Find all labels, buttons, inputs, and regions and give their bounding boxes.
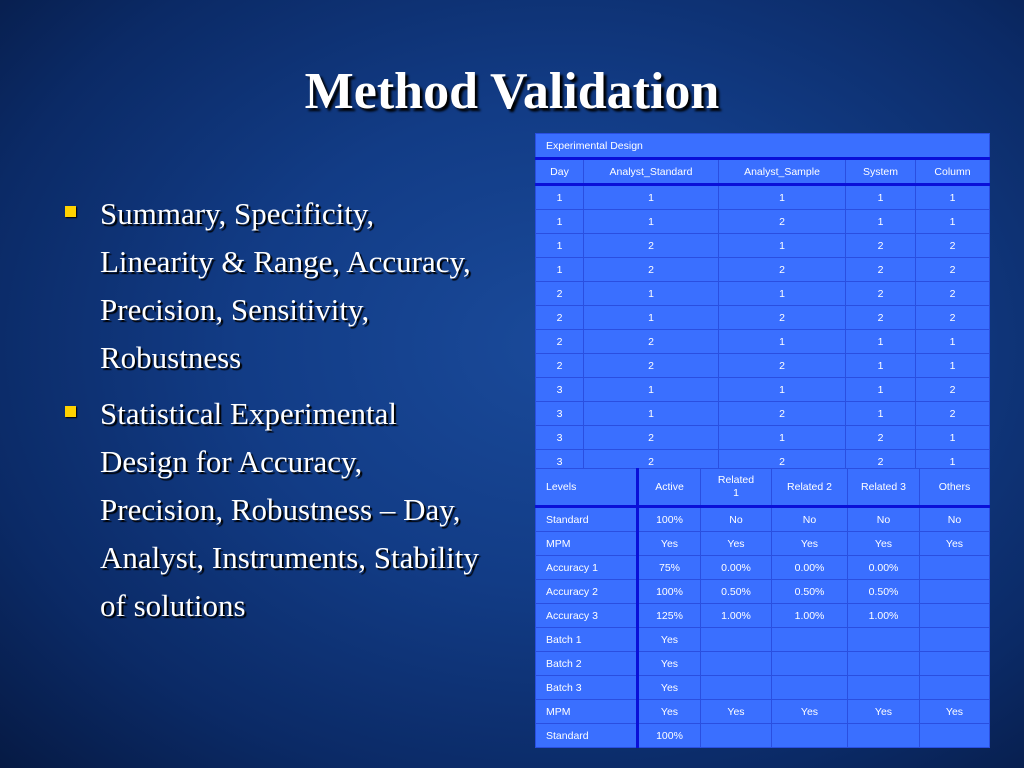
table-cell [701,724,772,748]
table-row [536,378,990,402]
table-cell: 0.00% [848,556,920,580]
table-cell: No [848,507,920,532]
square-bullet-icon [65,206,76,217]
table-cell: 2 [846,258,916,282]
table-row [536,604,990,628]
table-cell: 1.00% [701,604,772,628]
table-cell: 1 [719,185,846,210]
table-cell [920,580,990,604]
table-cell: 2 [916,402,990,426]
table-cell [772,724,848,748]
table-cell: Batch 3 [536,676,638,700]
bullet-item [62,390,492,630]
table-cell [920,652,990,676]
tables-panel [535,133,989,747]
table-cell: Yes [701,532,772,556]
table-row [536,700,990,724]
column-header: Related 2 [772,469,848,507]
table-cell: 2 [584,426,719,450]
table-row [536,628,990,652]
table-row [536,676,990,700]
table-cell: 2 [719,450,846,474]
slide-title: Method Validation [304,63,720,120]
table-cell: 2 [536,330,584,354]
table-cell: 1 [536,185,584,210]
table-row [536,282,990,306]
table-cell: 1 [846,378,916,402]
table-cell [920,556,990,580]
table-cell: 1 [719,282,846,306]
table-cell: 1 [584,402,719,426]
table-cell: 2 [584,330,719,354]
table-cell: 2 [916,306,990,330]
table-row [536,580,990,604]
table-cell [848,724,920,748]
table-row [536,354,990,378]
table-cell: 2 [846,282,916,306]
table-cell: 125% [638,604,701,628]
bullet-item [62,190,492,382]
table-cell: 1 [719,378,846,402]
table-cell: Yes [701,700,772,724]
table-cell: 3 [536,426,584,450]
table-cell: 2 [846,234,916,258]
table-cell: 1 [916,185,990,210]
table-cell: 1.00% [772,604,848,628]
table-cell: 1 [536,258,584,282]
table-cell: 2 [719,210,846,234]
table-caption: Experimental Design [536,134,990,159]
table-cell: 1 [584,378,719,402]
table-cell: 1 [916,450,990,474]
table-cell: 75% [638,556,701,580]
table-cell: Yes [848,532,920,556]
table-cell [920,724,990,748]
table-cell: Yes [638,652,701,676]
table-cell [920,676,990,700]
table-cell: 1 [536,234,584,258]
column-header: Others [920,469,990,507]
bullet-text: Summary, Specificity, Linearity & Range, Accuracy, Precision, Sensitivity, Robustness [100,196,471,375]
table-cell: Yes [920,532,990,556]
column-header: System [846,159,916,185]
table-cell: Yes [638,628,701,652]
table-cell: 2 [719,258,846,282]
table-cell: 100% [638,507,701,532]
table-cell: 0.00% [701,556,772,580]
table-cell: Accuracy 3 [536,604,638,628]
bullet-list [62,190,492,638]
table-row [536,234,990,258]
table-cell: 1 [846,210,916,234]
table-cell: 100% [638,580,701,604]
table-cell: 0.50% [772,580,848,604]
table-row [536,210,990,234]
table-cell: 1 [584,210,719,234]
table-cell: 2 [584,450,719,474]
table-cell [701,652,772,676]
table-cell [848,652,920,676]
table-cell: 1 [846,402,916,426]
column-header: Related 3 [848,469,920,507]
table-cell [772,628,848,652]
table-cell [920,604,990,628]
table-cell: No [701,507,772,532]
table-cell: 2 [916,378,990,402]
table-row [536,426,990,450]
table-cell: 2 [846,426,916,450]
column-header: Active [638,469,701,507]
table-cell: Accuracy 1 [536,556,638,580]
table-cell: 2 [584,354,719,378]
table-cell: 1 [584,185,719,210]
table-cell: 1 [719,426,846,450]
table-cell: 2 [536,354,584,378]
table-cell: Batch 1 [536,628,638,652]
table-header-row [536,469,990,507]
column-header: Levels [536,469,638,507]
table-cell: 100% [638,724,701,748]
table-cell: 1 [916,330,990,354]
table-cell: 1 [916,426,990,450]
table-cell: 3 [536,450,584,474]
table-cell: 1 [916,354,990,378]
table-cell: 1 [719,234,846,258]
table-cell: Yes [638,700,701,724]
table-cell: 2 [719,402,846,426]
table-cell: 0.00% [772,556,848,580]
table-cell: 0.50% [701,580,772,604]
table-cell: 2 [536,282,584,306]
square-bullet-icon [65,406,76,417]
table-cell [848,628,920,652]
levels-table [535,468,990,748]
table-cell: 1 [584,282,719,306]
table-cell: Yes [772,532,848,556]
table-cell: Standard [536,724,638,748]
table-cell: MPM [536,532,638,556]
column-header: Analyst_Sample [719,159,846,185]
table-cell: No [920,507,990,532]
table-cell: 2 [846,306,916,330]
table-cell: 2 [584,258,719,282]
table-cell: 2 [584,234,719,258]
table-cell: 2 [719,354,846,378]
table-row [536,532,990,556]
table-cell: 2 [719,306,846,330]
column-header: Analyst_Standard [584,159,719,185]
table-row [536,652,990,676]
column-header: Day [536,159,584,185]
table-cell: MPM [536,700,638,724]
table-cell: 1 [846,330,916,354]
table-cell: Standard [536,507,638,532]
table-row [536,258,990,282]
table-caption-row [536,134,990,159]
table-cell: Yes [848,700,920,724]
table-cell: 1 [584,306,719,330]
table-cell: 0.50% [848,580,920,604]
table-cell: 2 [916,282,990,306]
table-row [536,402,990,426]
table-cell: Accuracy 2 [536,580,638,604]
column-header: Related 1 [701,469,772,507]
table-cell [701,628,772,652]
table-cell: Batch 2 [536,652,638,676]
table-cell [772,652,848,676]
table-cell: 2 [916,258,990,282]
table-row [536,330,990,354]
table-cell: 1 [846,354,916,378]
table-row [536,306,990,330]
table-cell: Yes [920,700,990,724]
table-row [536,724,990,748]
table-cell: 2 [846,450,916,474]
table-cell: Yes [638,676,701,700]
table-cell: 3 [536,402,584,426]
table-cell: 2 [916,234,990,258]
table-cell: 3 [536,378,584,402]
table-cell: 2 [536,306,584,330]
table-header-row [536,159,990,185]
table-cell [701,676,772,700]
table-cell: 1 [719,330,846,354]
column-header: Column [916,159,990,185]
table-cell: 1 [846,185,916,210]
table-cell: 1 [916,210,990,234]
table-cell [848,676,920,700]
bullet-text: Statistical Experimental Design for Accuracy, Precision, Robustness – Day, Analyst, Instruments, Stability of solutions [100,396,479,623]
table-cell: 1 [536,210,584,234]
table-cell: Yes [772,700,848,724]
table-cell: No [772,507,848,532]
table-cell: Yes [638,532,701,556]
table-row [536,185,990,210]
table-row [536,507,990,532]
table-cell [772,676,848,700]
table-row [536,556,990,580]
table-cell [920,628,990,652]
experimental-design-table [535,133,990,474]
table-cell: 1.00% [848,604,920,628]
